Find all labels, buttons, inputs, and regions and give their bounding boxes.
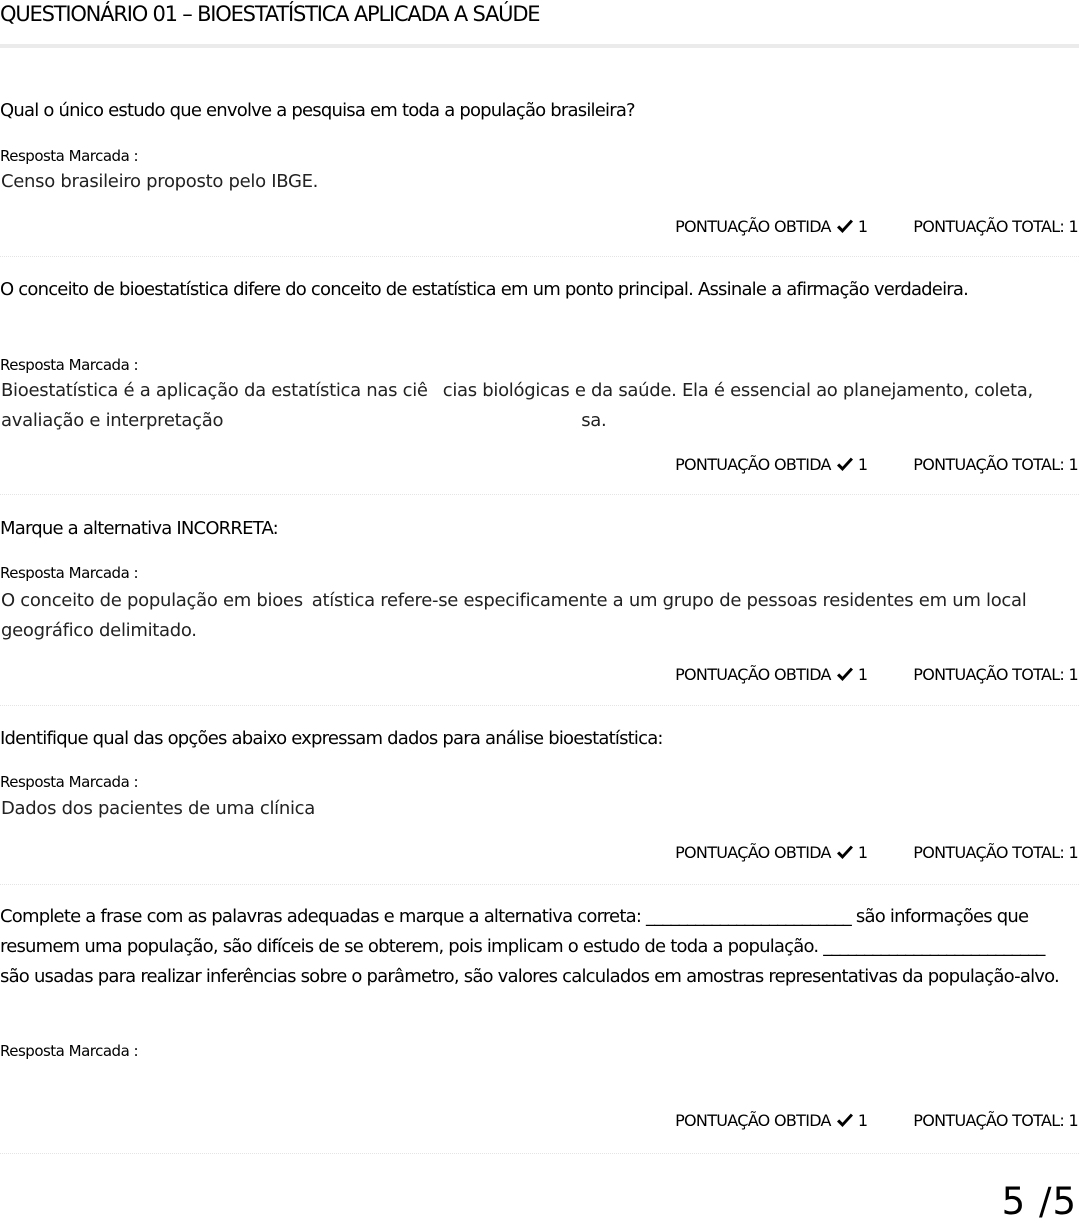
score-total <box>913 455 1078 474</box>
page-separator: / <box>1026 1180 1053 1223</box>
checkmark-icon <box>836 1113 854 1129</box>
score-obtained-value: 1 <box>857 665 868 684</box>
score-obtained-value: 1 <box>857 1111 868 1130</box>
score-row <box>675 217 1078 236</box>
answer-label: Resposta Marcada : <box>0 1042 139 1060</box>
marked-answer: Dados dos pacientes de uma clínica <box>1 798 315 819</box>
page-title: QUESTIONÁRIO 01 – BIOESTATÍSTICA APLICADA A SAÚDE <box>0 2 540 26</box>
question-divider <box>0 1153 1079 1154</box>
page-current: 5 <box>1001 1180 1027 1223</box>
question-divider <box>0 884 1079 885</box>
answer-label: Resposta Marcada : <box>0 356 139 374</box>
score-row <box>675 1111 1078 1130</box>
score-obtained-value: 1 <box>857 455 868 474</box>
score-total-value: 1 <box>1068 217 1078 236</box>
answer-fragment: O conceito de população em bioes <box>1 590 303 611</box>
answer-fragment: atística refere-se especificamente a um grupo de pessoas residentes em um local geográfico delimitado. <box>1 590 1027 641</box>
score-obtained <box>675 843 867 862</box>
score-total <box>913 1111 1078 1130</box>
marked-answer: Censo brasileiro proposto pelo IBGE. <box>1 171 319 192</box>
checkmark-icon <box>836 457 854 473</box>
question-text: Qual o único estudo que envolve a pesquisa em toda a população brasileira? <box>0 100 635 121</box>
answer-fragment: sa. <box>581 410 607 431</box>
score-total-label: PONTUAÇÃO TOTAL: <box>913 1111 1065 1130</box>
score-total-label: PONTUAÇÃO TOTAL: <box>913 455 1065 474</box>
question-text: Identifique qual das opções abaixo expressam dados para análise bioestatística: <box>0 728 663 749</box>
question-text: O conceito de bioestatística difere do conceito de estatística em um ponto principal. Assinale a afirmação verdadeira. <box>0 279 969 300</box>
score-obtained-value: 1 <box>857 217 868 236</box>
score-total-value: 1 <box>1068 1111 1078 1130</box>
checkmark-icon <box>836 219 854 235</box>
score-row <box>675 455 1078 474</box>
score-row <box>675 665 1078 684</box>
score-obtained <box>675 665 867 684</box>
question-text: Marque a alternativa INCORRETA: <box>0 518 278 539</box>
marked-answer <box>1 376 1071 436</box>
question-divider <box>0 494 1079 495</box>
score-total-label: PONTUAÇÃO TOTAL: <box>913 217 1065 236</box>
answer-label: Resposta Marcada : <box>0 773 139 791</box>
page-total: 5 <box>1052 1180 1077 1223</box>
score-obtained-label: PONTUAÇÃO OBTIDA <box>675 217 831 236</box>
score-obtained <box>675 217 867 236</box>
question-text: Complete a frase com as palavras adequadas e marque a alternativa correta: _________________________ são informações que resumem uma população, são difíceis de se obterem, pois implicam o estudo de toda a população. ___________________________ são usadas para realizar inferências sobre o parâmetro, são valores calculados em amostras representativas da população-alvo. <box>0 906 1059 987</box>
checkmark-icon <box>836 845 854 861</box>
score-total <box>913 843 1078 862</box>
page-number <box>1002 1180 1077 1223</box>
score-row <box>675 843 1078 862</box>
score-obtained <box>675 1111 867 1130</box>
score-total <box>913 217 1078 236</box>
question-divider <box>0 705 1079 706</box>
score-obtained-label: PONTUAÇÃO OBTIDA <box>675 843 831 862</box>
score-total-label: PONTUAÇÃO TOTAL: <box>913 843 1065 862</box>
question-divider <box>0 256 1079 257</box>
title-divider <box>0 44 1079 48</box>
marked-answer <box>1 586 1071 646</box>
score-total <box>913 665 1078 684</box>
answer-fragment: cias biológicas e da saúde. Ela é essencial ao planejamento, coleta, avaliação e interpretação <box>1 380 1033 431</box>
score-obtained-label: PONTUAÇÃO OBTIDA <box>675 1111 831 1130</box>
answer-label: Resposta Marcada : <box>0 564 139 582</box>
answer-fragment: Bioestatística é a aplicação da estatística nas ciê <box>1 380 428 401</box>
checkmark-icon <box>836 667 854 683</box>
score-total-value: 1 <box>1068 455 1078 474</box>
score-obtained-label: PONTUAÇÃO OBTIDA <box>675 455 831 474</box>
score-total-value: 1 <box>1068 665 1078 684</box>
score-total-label: PONTUAÇÃO TOTAL: <box>913 665 1065 684</box>
score-total-value: 1 <box>1068 843 1078 862</box>
score-obtained <box>675 455 867 474</box>
answer-label: Resposta Marcada : <box>0 147 139 165</box>
score-obtained-value: 1 <box>857 843 868 862</box>
score-obtained-label: PONTUAÇÃO OBTIDA <box>675 665 831 684</box>
